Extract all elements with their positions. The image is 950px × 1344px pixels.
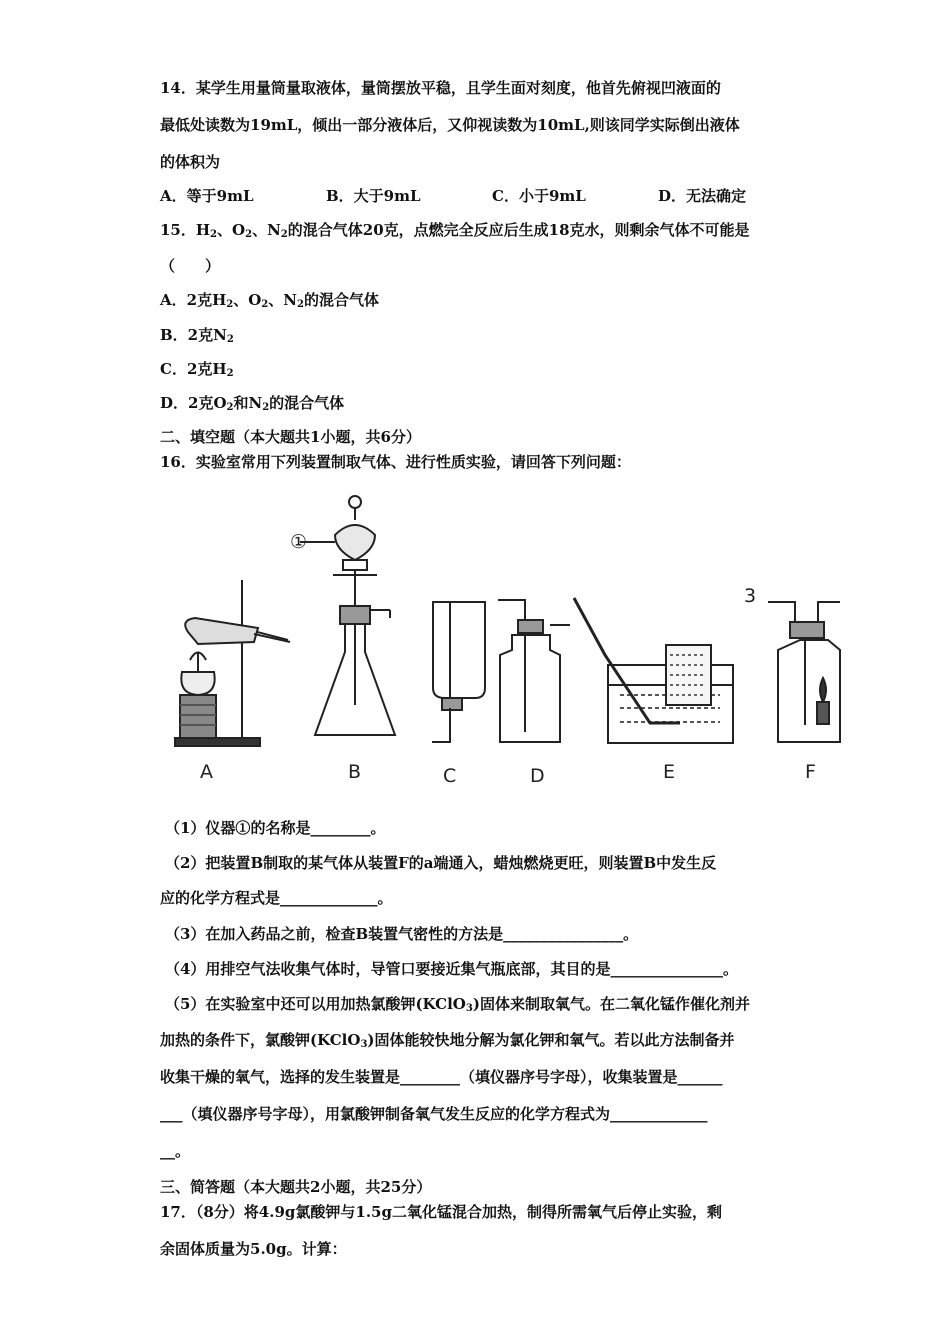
apparatus-d xyxy=(498,600,570,742)
q14-option-c: C．小于9mL xyxy=(492,187,586,205)
q15-option-d: D．2克$O_2$和$N_2$的混合气体 xyxy=(160,394,345,413)
q16-part2-line1: （2）把装置B制取的某气体从装置F的a端通入，蜡烛燃烧更旺，则装置B中发生反 xyxy=(165,854,717,872)
q16-part2-line2: 应的化学方程式是_____________。 xyxy=(160,889,393,907)
q14-line2: 最低处读数为19mL，倾出一部分液体后，又仰视读数为10mL,则该同学实际倒出液体 xyxy=(160,116,740,134)
q14-option-b: B．大于9mL xyxy=(326,187,421,205)
figure-label-a: A xyxy=(200,761,213,783)
q15-line1: 15．$H_2$、$O_2$、$N_2$的混合气体20克，点燃完全反应后生成18克水，则剩余气体不可能是 xyxy=(160,221,750,240)
apparatus-a xyxy=(175,580,290,746)
q14-line1: 14．某学生用量筒量取液体，量筒摆放平稳，且学生面对刻度，他首先俯视凹液面的 xyxy=(160,79,721,97)
apparatus-e xyxy=(574,598,733,743)
figure-label-e: E xyxy=(663,761,676,783)
q16-part5-line2: 加热的条件下，氯酸钾(KClO$_3$)固体能较快地分解为氯化钾和氧气。若以此方法制备并 xyxy=(160,1031,735,1050)
q16-intro: 16．实验室常用下列装置制取气体、进行性质实验，请回答下列问题： xyxy=(160,453,631,471)
q16-part5-line4: ___（填仪器序号字母），用氯酸钾制备氧气发生反应的化学方程式为_____________ xyxy=(160,1105,708,1123)
q15-option-a: A．2克$H_2$、$O_2$、$N_2$的混合气体 xyxy=(160,291,379,310)
q16-part5-line5: __。 xyxy=(160,1142,191,1160)
q14-option-a: A．等于9mL xyxy=(160,187,254,205)
section-3-heading: 三、简答题（本大题共2小题，共25分） xyxy=(160,1178,432,1196)
q15-paren: （ ） xyxy=(160,257,221,275)
q16-part3: （3）在加入药品之前，检查B装置气密性的方法是________________。 xyxy=(165,925,639,943)
figure-label-b: B xyxy=(348,761,362,783)
figure-callout-1: ① xyxy=(290,531,308,553)
figure-label-d: D xyxy=(530,765,545,787)
apparatus-b xyxy=(300,496,395,735)
apparatus-c xyxy=(432,602,485,742)
q14-option-d: D．无法确定 xyxy=(658,187,747,205)
q14-line3: 的体积为 xyxy=(160,153,221,171)
section-2-heading: 二、填空题（本大题共1小题，共6分） xyxy=(160,428,421,446)
q17-line1: 17．（8分）将4.9g氯酸钾与1.5g二氧化锰混合加热，制得所需氧气后停止实验，剩 xyxy=(160,1203,722,1221)
apparatus-figure xyxy=(150,480,865,800)
figure-callout-3: 3 xyxy=(744,585,757,607)
figure-label-f: F xyxy=(805,761,816,783)
q15-option-b: B．2克$N_2$ xyxy=(160,326,234,345)
q16-part4: （4）用排空气法收集气体时，导管口要接近集气瓶底部，其目的是_______________。 xyxy=(165,960,738,978)
figure-label-c: C xyxy=(443,765,457,787)
q17-line2: 余固体质量为5.0g。计算： xyxy=(160,1240,347,1258)
q16-part5-line1: （5）在实验室中还可以用加热氯酸钾(KClO$_3$)固体来制取氧气。在二氧化锰作催化剂并 xyxy=(165,995,750,1014)
q14-options xyxy=(160,186,746,206)
q16-part1: （1）仪器①的名称是________。 xyxy=(165,819,386,837)
apparatus-f xyxy=(768,602,840,742)
q16-part5-line3: 收集干燥的氧气，选择的发生装置是________（填仪器序号字母），收集装置是______ xyxy=(160,1068,723,1086)
q15-option-c: C．2克$H_2$ xyxy=(160,360,234,379)
